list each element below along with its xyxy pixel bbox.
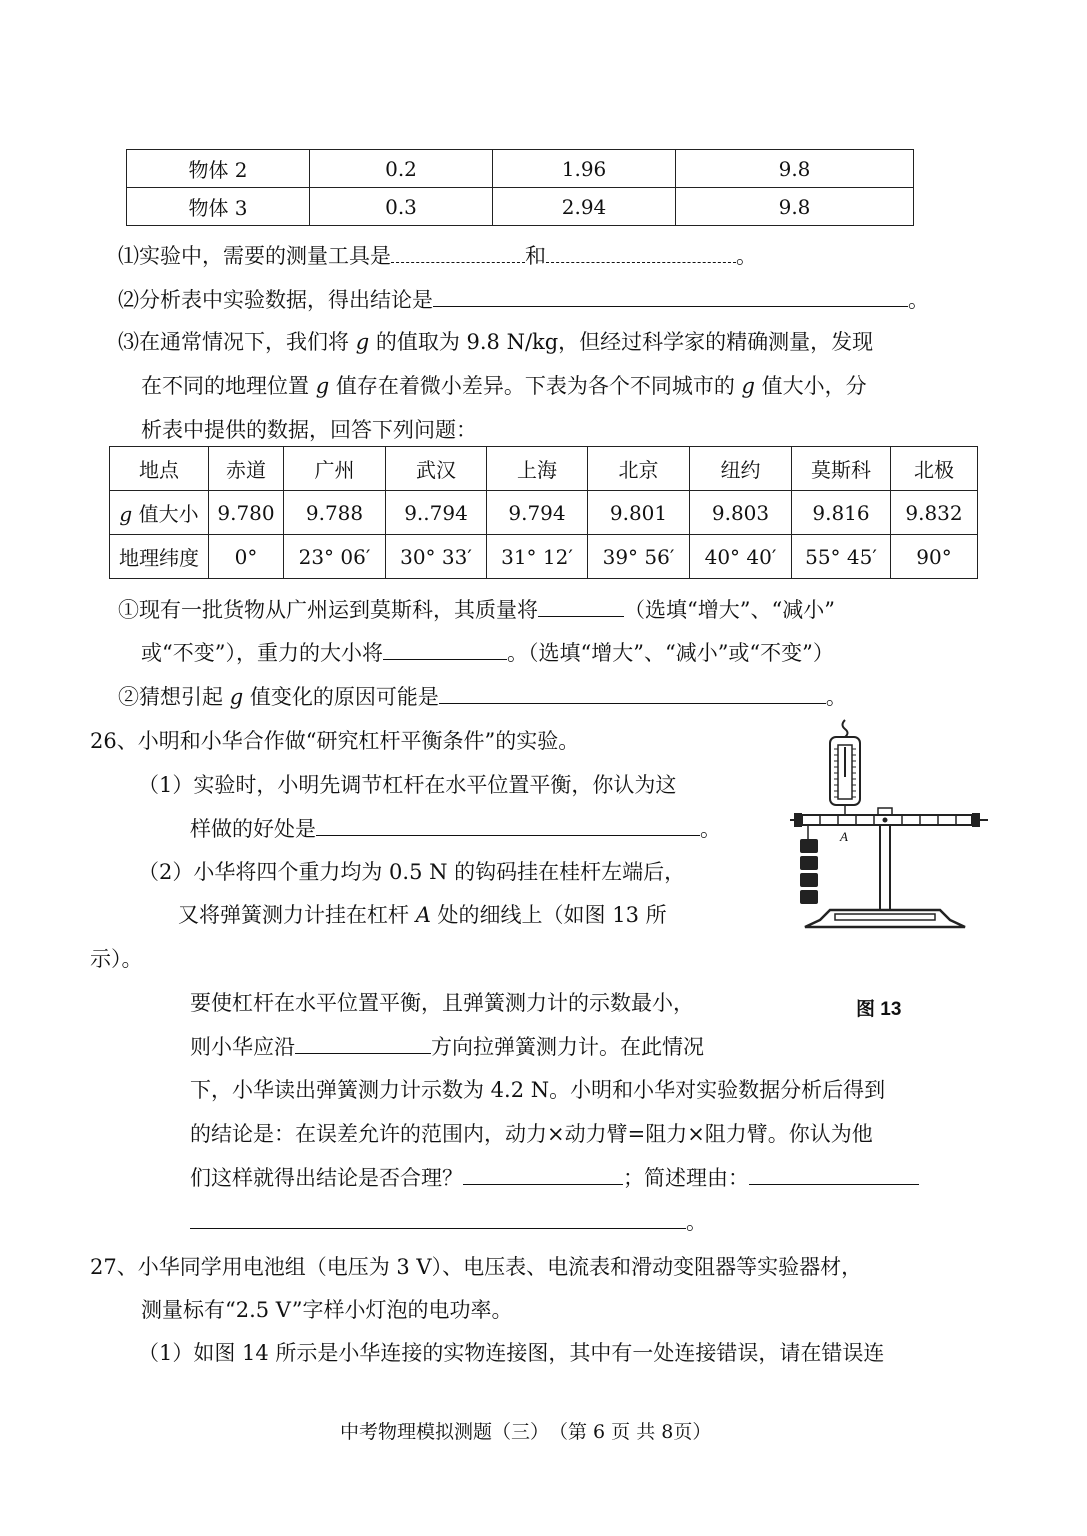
table-cell: 9..794 xyxy=(386,491,487,535)
answer-blank[interactable] xyxy=(391,240,525,263)
table-cell: 赤道 xyxy=(209,447,284,491)
table-cell: 1.96 xyxy=(493,150,676,188)
q25-sub1-line2 xyxy=(141,637,834,667)
q26-part2-line8 xyxy=(190,1162,919,1192)
table-cell: 31° 12′ xyxy=(487,535,588,579)
answer-blank[interactable] xyxy=(749,1162,919,1185)
text: ①现有一批货物从广州运到莫斯科，其质量将 xyxy=(118,598,538,622)
answer-blank[interactable] xyxy=(316,813,700,836)
table-cell xyxy=(110,491,209,535)
text: 处的细线上（如图 13 所 xyxy=(430,903,667,927)
table-cell: 纽约 xyxy=(690,447,792,491)
table-cell: 物体 3 xyxy=(127,188,310,226)
q25-sub2 xyxy=(118,681,847,711)
lever-figure xyxy=(790,715,1020,940)
table-cell: 地理纬度 xyxy=(110,535,209,579)
table-row xyxy=(127,150,914,188)
text: 们这样就得出结论是否合理？ xyxy=(190,1166,463,1190)
right-balance-nut xyxy=(972,813,980,827)
table-cell: 上海 xyxy=(487,447,588,491)
page-footer: 中考物理模拟测题（三） （第 6 页 共 8页） xyxy=(340,1421,712,1443)
text: ②猜想引起 xyxy=(118,685,230,709)
q25-part1 xyxy=(118,240,757,270)
q26-part2-line4: 要使杠杆在水平位置平衡，且弹簧测力计的示数最小， xyxy=(190,991,694,1015)
table-cell: 9.794 xyxy=(487,491,588,535)
q26-part2-line2 xyxy=(178,899,667,929)
answer-blank[interactable] xyxy=(433,284,908,307)
text: 或“不变”），重力的大小将 xyxy=(141,641,383,665)
text: 在不同的地理位置 xyxy=(141,374,316,398)
q25-part3-line2 xyxy=(141,370,867,400)
g-symbol: g xyxy=(741,374,755,398)
g-symbol: g xyxy=(355,330,370,354)
text: 。（选填“增大”、“减小”或“不变”） xyxy=(506,641,834,665)
point-a-label: A xyxy=(840,829,848,844)
q25-part1-end: 。 xyxy=(736,244,757,268)
table-row xyxy=(110,491,978,535)
q25-part3-line3: 析表中提供的数据，回答下列问题： xyxy=(141,418,477,442)
q25-part2-end: 。 xyxy=(908,288,929,312)
q26-part2-line3: 示）。 xyxy=(90,947,143,971)
table-cell: 物体 2 xyxy=(127,150,310,188)
table-cell: 23° 06′ xyxy=(284,535,386,579)
table-cell: 30° 33′ xyxy=(386,535,487,579)
g-symbol: g xyxy=(229,685,244,709)
table-cell: 9.801 xyxy=(588,491,690,535)
table-cell: 9.780 xyxy=(209,491,284,535)
answer-blank[interactable] xyxy=(463,1162,623,1185)
mass-weight-table xyxy=(126,149,914,226)
text: 值大小，分 xyxy=(754,374,867,398)
stand-pole xyxy=(880,825,890,913)
text: 值大小 xyxy=(132,502,199,526)
q25-part1-text: ⑴实验中，需要的测量工具是 xyxy=(118,244,391,268)
table-cell: 广州 xyxy=(284,447,386,491)
q27-line1: 27、小华同学用电池组（电压为 3 V）、电压表、电流表和滑动变阻器等实验器材， xyxy=(90,1255,863,1279)
table-cell: 地点 xyxy=(110,447,209,491)
answer-blank[interactable] xyxy=(546,240,736,263)
q26-part1-line2 xyxy=(190,813,721,843)
q25-part3-line1 xyxy=(118,326,873,356)
answer-blank[interactable] xyxy=(439,681,826,704)
table-cell: 北京 xyxy=(588,447,690,491)
text: ；简述理由： xyxy=(623,1166,749,1190)
q25-part2 xyxy=(118,284,929,314)
q26-title: 26、小明和小华合作做“研究杠杆平衡条件”的实验。 xyxy=(90,729,580,753)
q26-part1-line1: （1）实验时，小明先调节杠杆在水平位置平衡，你认为这 xyxy=(138,773,677,797)
q26-part2-line6: 下，小华读出弹簧测力计示数为 4.2 N。小明和小华对实验数据分析后得到 xyxy=(190,1078,886,1102)
table-header-row xyxy=(110,447,978,491)
table-cell: 莫斯科 xyxy=(792,447,891,491)
g-value-table xyxy=(109,446,978,579)
figure-13-label: 图 13 xyxy=(856,999,902,1020)
answer-blank[interactable] xyxy=(538,594,624,617)
q26-part2-line9 xyxy=(190,1206,707,1236)
q26-part2-line5 xyxy=(190,1031,704,1061)
table-cell: 90° xyxy=(891,535,978,579)
base-slot xyxy=(835,914,935,920)
text: 又将弹簧测力计挂在杠杆 xyxy=(178,903,416,927)
table-cell: 0.2 xyxy=(310,150,493,188)
q27-line2: 测量标有“2.5 V”字样小灯泡的电功率。 xyxy=(141,1298,513,1322)
hook-weights xyxy=(800,839,818,904)
answer-blank[interactable] xyxy=(383,637,507,660)
q26-part2-line7: 的结论是：在误差允许的范围内，动力×动力臂=阻力×阻力臂。你认为他 xyxy=(190,1122,873,1146)
table-cell: 0.3 xyxy=(310,188,493,226)
scale-hook xyxy=(843,720,848,737)
table-cell: 0° xyxy=(209,535,284,579)
q25-sub1-line1 xyxy=(118,594,835,624)
g-symbol: g xyxy=(119,502,133,526)
table-cell: 9.832 xyxy=(891,491,978,535)
q27-line3: （1）如图 14 所示是小华连接的实物连接图，其中有一处连接错误，请在错误连 xyxy=(138,1341,885,1365)
table-cell: 9.816 xyxy=(792,491,891,535)
table-cell: 9.8 xyxy=(676,150,914,188)
text: 。 xyxy=(825,685,847,709)
g-symbol: g xyxy=(315,374,330,398)
table-cell: 40° 40′ xyxy=(690,535,792,579)
table-row xyxy=(127,188,914,226)
table-cell: 武汉 xyxy=(386,447,487,491)
text: 的值取为 9.8 N/kg，但经过科学家的精确测量，发现 xyxy=(369,330,874,354)
text: 。 xyxy=(700,817,721,841)
text: 。 xyxy=(686,1210,707,1234)
point-a-label: A xyxy=(415,903,431,927)
left-balance-nut xyxy=(794,813,802,827)
text: 值变化的原因可能是 xyxy=(243,685,439,709)
text: 则小华应沿 xyxy=(190,1035,295,1059)
text: ⑶在通常情况下，我们将 xyxy=(118,330,356,354)
text: 样做的好处是 xyxy=(190,817,316,841)
q25-part2-text: ⑵分析表中实验数据，得出结论是 xyxy=(118,288,433,312)
table-cell: 9.8 xyxy=(676,188,914,226)
table-cell: 9.803 xyxy=(690,491,792,535)
table-cell: 55° 45′ xyxy=(792,535,891,579)
q26-part2-line1: （2）小华将四个重力均为 0.5 N 的钩码挂在桂杆左端后， xyxy=(138,860,686,884)
table-cell: 2.94 xyxy=(493,188,676,226)
q25-part1-and: 和 xyxy=(525,244,546,268)
text: 值存在着微小差异。下表为各个不同城市的 xyxy=(329,374,742,398)
answer-blank[interactable] xyxy=(190,1206,686,1229)
pivot-point xyxy=(883,818,888,823)
answer-blank[interactable] xyxy=(295,1031,431,1054)
text: 方向拉弹簧测力计。在此情况 xyxy=(431,1035,704,1059)
text: （选填“增大”、“减小” xyxy=(624,598,835,622)
table-cell: 39° 56′ xyxy=(588,535,690,579)
table-cell: 9.788 xyxy=(284,491,386,535)
table-row xyxy=(110,535,978,579)
table-cell: 北极 xyxy=(891,447,978,491)
